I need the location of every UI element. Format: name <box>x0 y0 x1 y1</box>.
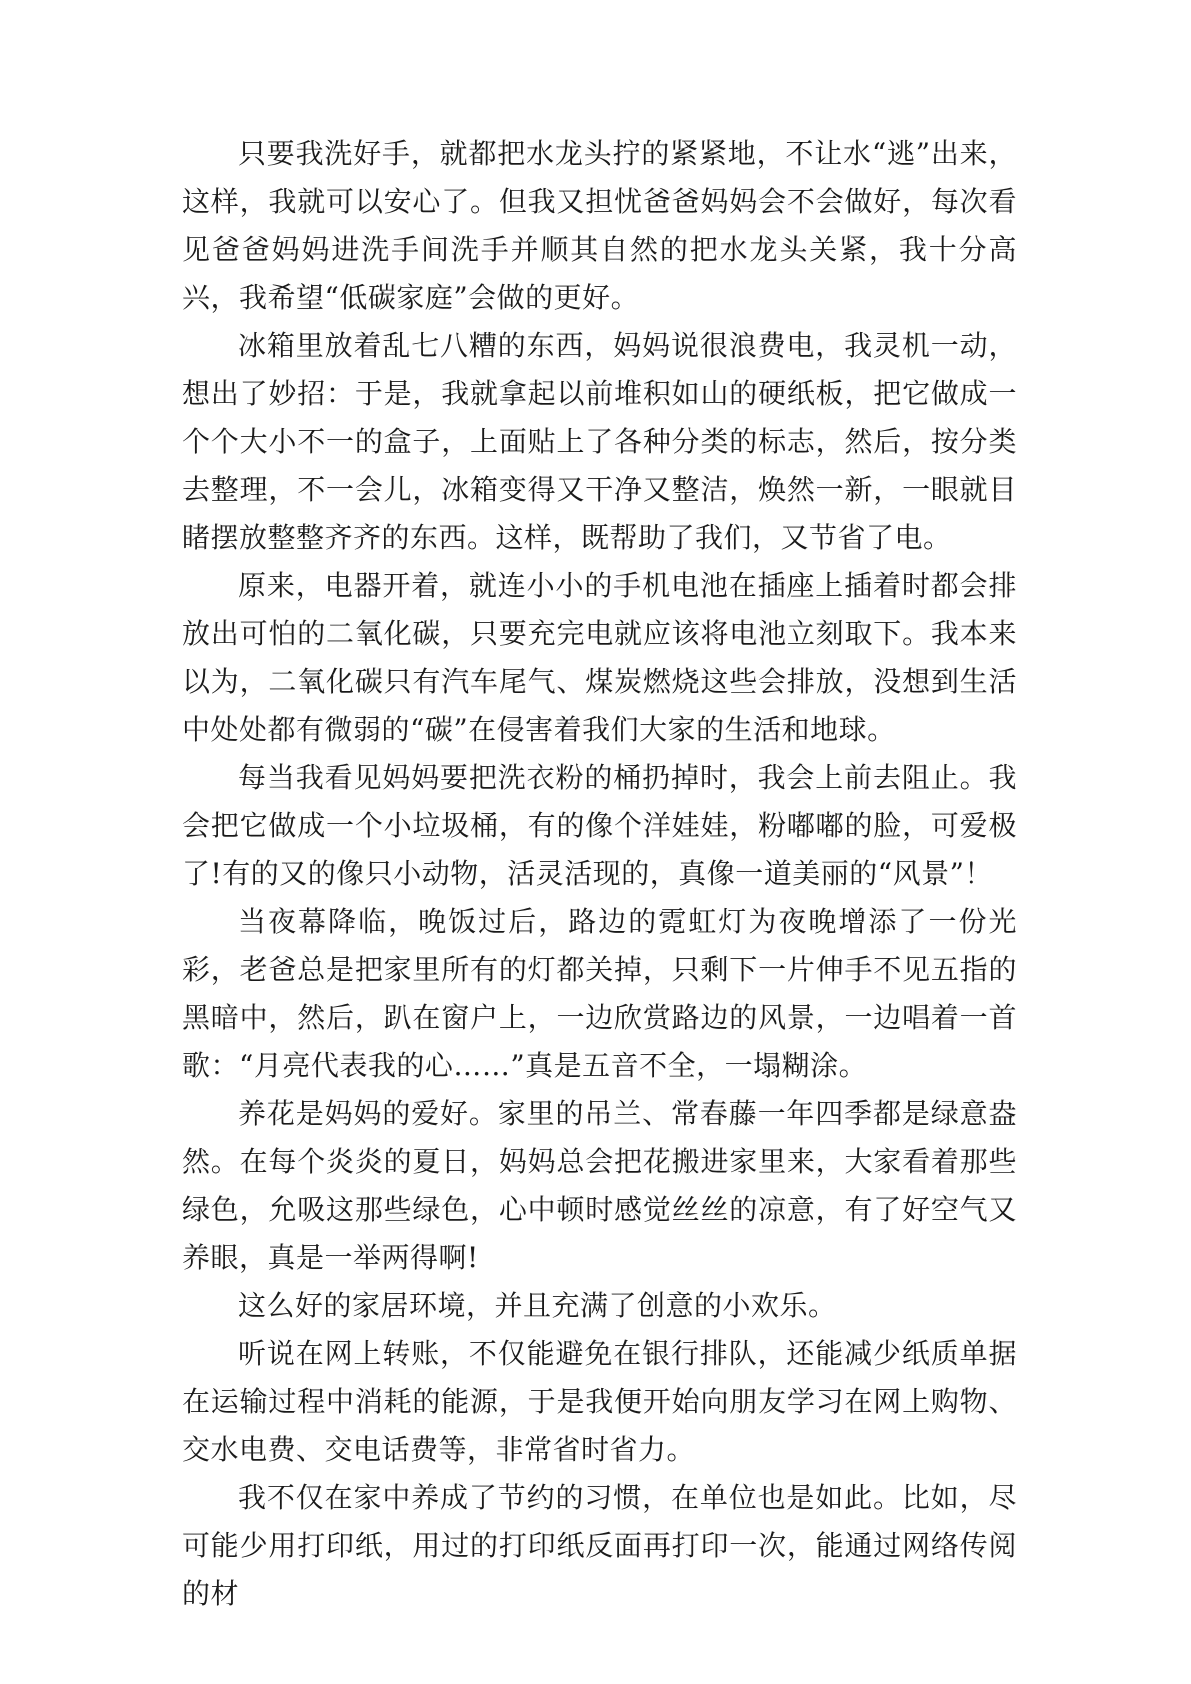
paragraph-5: 当夜幕降临，晚饭过后，路边的霓虹灯为夜晚增添了一份光彩，老爸总是把家里所有的灯都关掉，只剩下一片伸手不见五指的黑暗中，然后，趴在窗户上，一边欣赏路边的风景，一边唱着一首歌：“月亮代表我的心……”真是五音不全，一塌糊涂。 <box>182 905 1017 1082</box>
paragraph-8: 听说在网上转账，不仅能避免在银行排队，还能减少纸质单据在运输过程中消耗的能源，于是我便开始向朋友学习在网上购物、交水电费、交电话费等，非常省时省力。 <box>182 1337 1017 1466</box>
paragraph-2: 冰箱里放着乱七八糟的东西，妈妈说很浪费电，我灵机一动，想出了妙招：于是，我就拿起以前堆积如山的硬纸板，把它做成一个个大小不一的盒子，上面贴上了各种分类的标志，然后，按分类去整理，不一会儿，冰箱变得又干净又整洁，焕然一新，一眼就目睹摆放整整齐齐的东西。这样，既帮助了我们，又节省了电。 <box>182 329 1017 554</box>
paragraph-1: 只要我洗好手，就都把水龙头拧的紧紧地，不让水“逃”出来，这样，我就可以安心了。但我又担忧爸爸妈妈会不会做好，每次看见爸爸妈妈进洗手间洗手并顺其自然的把水龙头关紧，我十分高兴，我希望“低碳家庭”会做的更好。 <box>182 137 1017 314</box>
paragraph-9: 我不仅在家中养成了节约的习惯，在单位也是如此。比如，尽可能少用打印纸，用过的打印纸反面再打印一次，能通过网络传阅的材 <box>182 1481 1017 1610</box>
paragraph-6: 养花是妈妈的爱好。家里的吊兰、常春藤一年四季都是绿意盎然。在每个炎炎的夏日，妈妈总会把花搬进家里来，大家看着那些绿色，允吸这那些绿色，心中顿时感觉丝丝的凉意，有了好空气又养眼，真是一举两得啊! <box>182 1097 1017 1274</box>
paragraph-4: 每当我看见妈妈要把洗衣粉的桶扔掉时，我会上前去阻止。我会把它做成一个小垃圾桶，有的像个洋娃娃，粉嘟嘟的脸，可爱极了!有的又的像只小动物，活灵活现的，真像一道美丽的“风景”！ <box>182 761 1017 890</box>
paragraph-7: 这么好的家居环境，并且充满了创意的小欢乐。 <box>238 1289 837 1322</box>
paragraph-3: 原来，电器开着，就连小小的手机电池在插座上插着时都会排放出可怕的二氧化碳，只要充完电就应该将电池立刻取下。我本来以为，二氧化碳只有汽车尾气、煤炭燃烧这些会排放，没想到生活中处处都有微弱的“碳”在侵害着我们大家的生活和地球。 <box>182 569 1017 746</box>
document-body <box>182 130 1017 1618</box>
